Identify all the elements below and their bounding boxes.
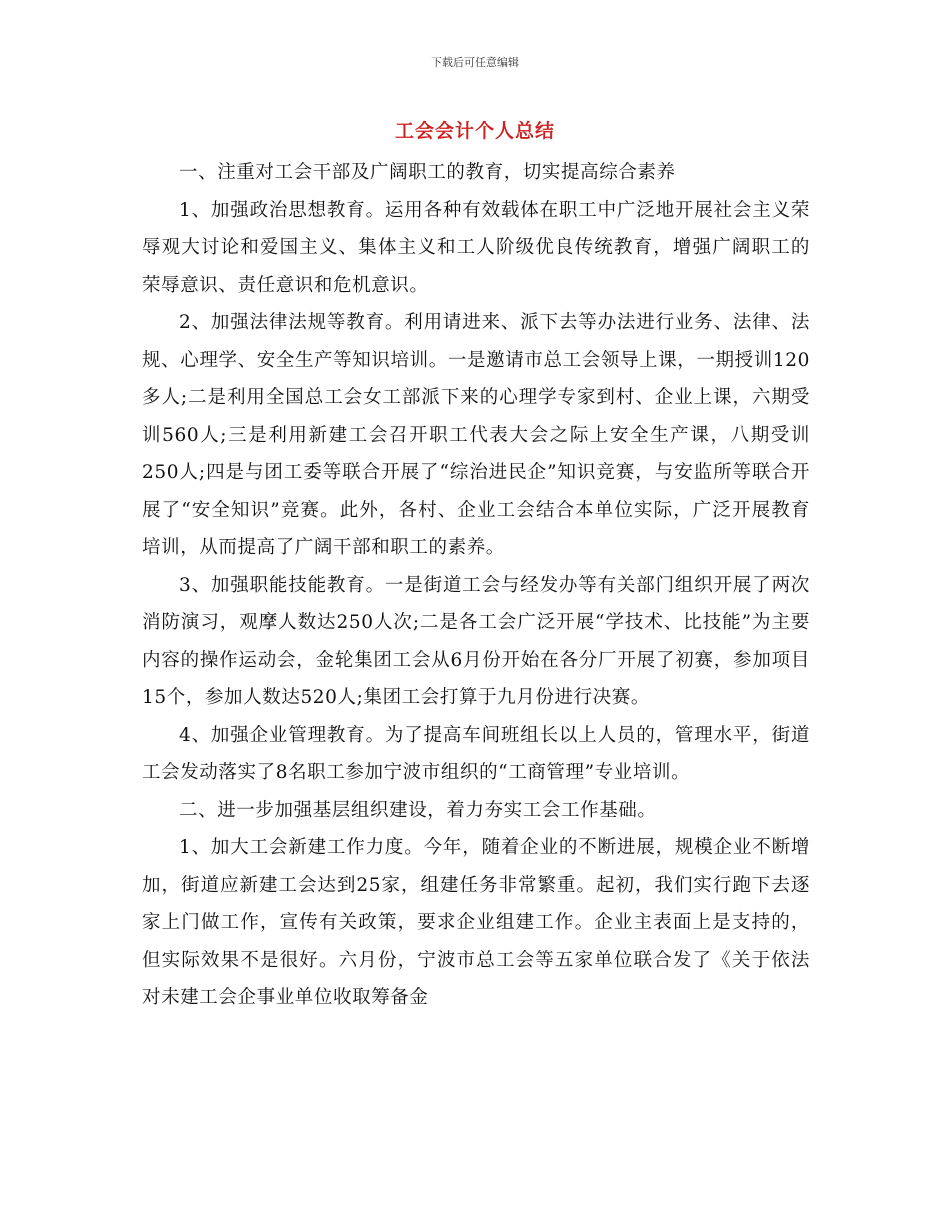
paragraph-union-establishment: 1、加大工会新建工作力度。今年，随着企业的不断进展，规模企业不断增加，街道应新建工会达到25家，组建任务非常繁重。起初，我们实行跑下去逐家上门做工作，宣传有关政策，要求企业组建工作。企业主表面上是支持的，但实际效果不是很好。六月份，宁波市总工会等五家单位联合发了《关于依法对未建工会企事业单位收取筹备金 — [142, 837, 810, 1008]
download-note: 下载后可任意编辑 — [431, 56, 519, 69]
document-title: 工会会计个人总结 — [394, 120, 555, 142]
paragraph-skills-education: 3、加强职能技能教育。一是街道工会与经发办等有关部门组织开展了两次消防演习，观摩人数达250人次;二是各工会广泛开展“学技术、比技能”为主要内容的操作运动会，金轮集团工会从6月份开始在各分厂开展了初赛，参加项目15个，参加人数达520人;集团工会打算于九月份进行决赛。 — [142, 574, 810, 708]
paragraph-legal-education: 2、加强法律法规等教育。利用请进来、派下去等办法进行业务、法律、法规、心理学、安全生产等知识培训。一是邀请市总工会领导上课，一期授训120多人;二是利用全国总工会女工部派下来的心理学专家到村、企业上课，六期受训560人;三是利用新建工会召开职工代表大会之际上安全生产课，八期受训250人;四是与团工委等联合开展了“综治进民企”知识竞赛，与安监所等联合开展了“安全知识”竞赛。此外，各村、企业工会结合本单位实际，广泛开展教育培训，从而提高了广阔干部和职工的素养。 — [142, 312, 810, 558]
paragraph-political-education: 1、加强政治思想教育。运用各种有效载体在职工中广泛地开展社会主义荣辱观大讨论和爱国主义、集体主义和工人阶级优良传统教育，增强广阔职工的荣辱意识、责任意识和危机意识。 — [142, 199, 810, 296]
paragraph-management-education: 4、加强企业管理教育。为了提高车间班组长以上人员的，管理水平，街道工会发动落实了8名职工参加宁波市组织的“工商管理”专业培训。 — [142, 724, 810, 783]
section-heading-1: 一、注重对工会干部及广阔职工的教育，切实提高综合素养 — [179, 162, 676, 183]
section-heading-2: 二、进一步加强基层组织建设，着力夯实工会工作基础。 — [179, 799, 657, 821]
document-body — [142, 154, 810, 1017]
